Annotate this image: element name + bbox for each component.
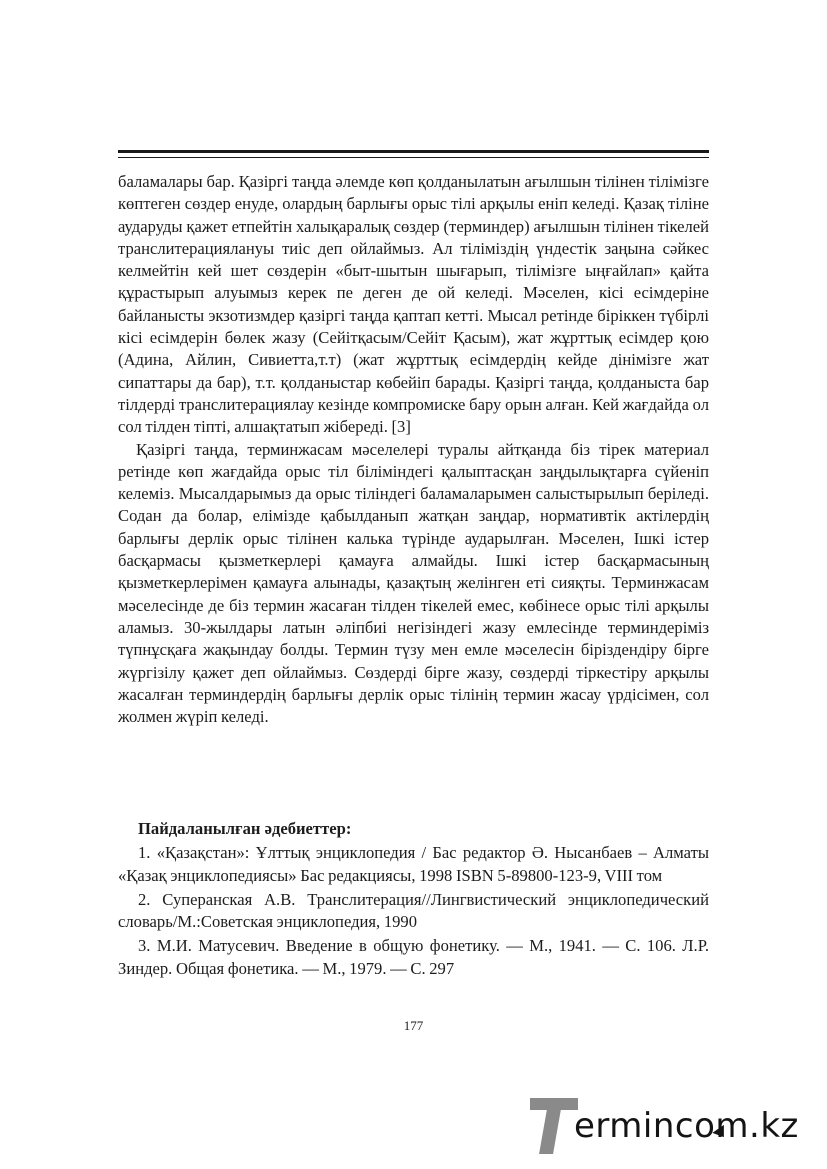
reference-item: 1. «Қазақстан»: Ұлттық энциклопедия / Бас редактор Ә. Нысанбаев – Алматы «Қазақ энциклопедиясы» Бас редакциясы, 1998 ISBN 5-89800-123-9, VIII том xyxy=(118,843,709,885)
references-title: Пайдаланылған әдебиеттер: xyxy=(138,819,352,838)
page-number: 177 xyxy=(403,1018,424,1033)
termincom-logo xyxy=(530,1096,820,1158)
logo-t-icon xyxy=(530,1096,578,1156)
reference-item: 2. Суперанская А.В. Транслитерация//Лингвистический энциклопедический словарь/М.:Советская энциклопедия, 1990 xyxy=(118,889,709,932)
paragraph: Қазіргі таңда, терминжасам мәселелері туралы айтқанда біз тірек материал ретінде көп жағдайда орыс тіл біліміндегі қалыптасқан заңдылықтарға сүйеніп келеміз. Мысалдарымыз да орыс тіліндегі баламаларымен салыстырылып беріледі. Содан да болар, елімізде қабылданып жатқан заңдар, нормативтік актілердің барлығы дерлік орыс тілінен калька түрінде аударылған. Мәселен, Ішкі істер басқармасы қызметкерлері қамауға алмайды. Ішкі істер басқармасының қызметкерлерімен қамауға алынады, қазақтың желінген еті сияқты. Терминжасам мәселесінде де біз термин жасаған тілден тікелей емес, көбінесе орыс тілі арқылы аламыз. 30-жылдары латын әліпбиі негізіндегі жазу емлесінде терминдеріміз түпнұсқаға жақындау болды. Термин түзу мен емле мәселесін біріздендіру бірге жүргізілу қажет деп ойлаймыз. Сөздерді бірге жазу, сөздерді тіркестіру арқылы жасалған терминдердің барлығы дерлік орыс тілінің термин жасау үрдісімен, сол жолмен жүріп келеді. xyxy=(118,439,709,727)
header-rule-thick xyxy=(118,150,709,153)
header-rule-thin xyxy=(118,157,709,158)
body-text xyxy=(118,171,709,728)
reference-item: 3. М.И. Матусевич. Введение в общую фонетику. — М., 1941. — С. 106. Л.Р. Зиндер. Общая фонетика. — М., 1979. — С. 297 xyxy=(118,936,709,978)
logo-o-icon: o xyxy=(694,1106,715,1146)
logo-wordmark: ermіnco m.kz xyxy=(574,1106,799,1146)
paragraph: баламалары бар. Қазіргі таңда әлемде көп қолданылатын ағылшын тілінен тілімізге көптеген сөздер енуде, олардың барлығы орыс тілі арқылы еніп келеді. Қазақ тіліне аударуды қажет етпейтін халықаралық сөздер (терминдер) ағылшын тілінен тікелей транслитерациялануы тиіс деп ойлаймыз. Ал тіліміздің үндестік заңына сәйкес келмейтін кей шет сөздерін «быт-шытын шығарып, тілімізге ыңғайлап» қайта құрастырып алуымыз керек пе деген де ой келеді. Мәселен, кісі есімдеріне байланысты экзотизмдер қазіргі таңда қаптап кетті. Мысал ретінде біріккен түбірлі кісі есімдерін бөлек жазу (Сейітқасым/Сейіт Қасым), жат жұрттық есімдер қою (Адина, Айлин, Сивиетта,т.т) (жат жұрттық есімдердің кейде дінімізге жат сипаттары да бар), т.т. қолданыстар көбейіп барады. Қазіргі таңда, қолданыста бар тілдерді транслитерациялау кезінде компромиске бару орын алған. Кей жағдайда ол сол тілден тіпті, алшақтатып жібереді. [3] xyxy=(118,172,709,437)
references-section xyxy=(118,818,709,980)
